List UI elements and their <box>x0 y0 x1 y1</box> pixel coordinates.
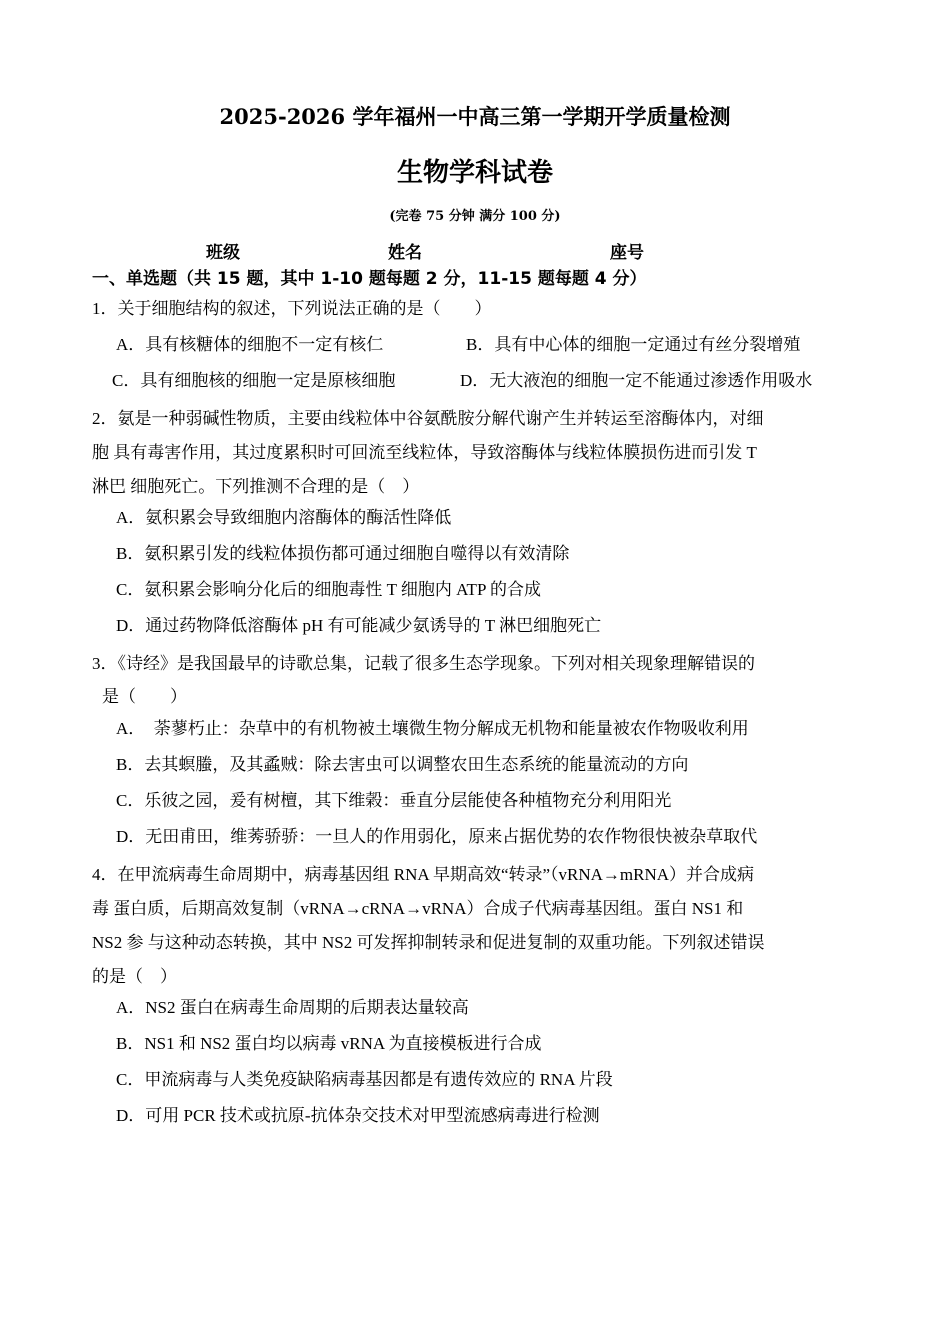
exam-title: 2025-2026 学年福州一中高三第一学期开学质量检测 <box>219 104 731 129</box>
question-4-option-b: B．NS1 和 NS2 蛋白均以病毒 vRNA 为直接模板进行合成 <box>116 1034 542 1053</box>
class-label: 班级 <box>206 243 240 263</box>
question-3-stem-line-1: 3．《诗经》是我国最早的诗歌总集，记载了很多生态学现象。下列对相关现象理解错误的 <box>92 654 755 673</box>
question-1-stem: 1．关于细胞结构的叙述，下列说法正确的是（ ） <box>92 299 492 318</box>
seat-label: 座号 <box>610 243 644 263</box>
question-1-option-c: C．具有细胞核的细胞一定是原核细胞 <box>112 371 396 390</box>
question-2-option-d: D．通过药物降低溶酶体 pH 有可能减少氨诱导的 T 淋巴细胞死亡 <box>116 616 602 635</box>
question-3-option-b: B．去其螟螣，及其蟊贼：除去害虫可以调整农田生态系统的能量流动的方向 <box>116 755 689 774</box>
question-4-option-c: C．甲流病毒与人类免疫缺陷病毒基因都是有遗传效应的 RNA 片段 <box>116 1070 613 1089</box>
question-1-option-d: D．无大液泡的细胞一定不能通过渗透作用吸水 <box>460 371 813 390</box>
question-2-option-b: B．氨积累引发的线粒体损伤都可通过细胞自噬得以有效清除 <box>116 544 570 563</box>
question-2-option-c: C．氨积累会影响分化后的细胞毒性 T 细胞内 ATP 的合成 <box>116 580 542 599</box>
question-4-option-a: A．NS2 蛋白在病毒生命周期的后期表达量较高 <box>116 998 469 1017</box>
question-4-stem-line-4: 的是（ ） <box>92 967 177 986</box>
name-label: 姓名 <box>388 243 422 263</box>
question-2-stem-line-1: 2．氨是一种弱碱性物质，主要由线粒体中谷氨酰胺分解代谢产生并转运至溶酶体内，对细 <box>92 409 764 428</box>
question-4-option-d: D．可用 PCR 技术或抗原-抗体杂交技术对甲型流感病毒进行检测 <box>116 1106 600 1125</box>
section-heading: 一、单选题（共 15 题，其中 1-10 题每题 2 分，11-15 题每题 4 分） <box>92 269 647 289</box>
question-3-option-d: D．无田甫田，维莠骄骄：一旦人的作用弱化，原来占据优势的农作物很快被杂草取代 <box>116 827 758 846</box>
question-1-option-b: B．具有中心体的细胞一定通过有丝分裂增殖 <box>466 335 801 354</box>
question-3-option-c: C．乐彼之园，爰有树檀，其下维榖：垂直分层能使各种植物充分利用阳光 <box>116 791 672 810</box>
question-4-stem-line-3: NS2 参 与这种动态转换，其中 NS2 可发挥抑制转录和促进复制的双重功能。下列叙述错误 <box>92 933 765 952</box>
question-3-option-a: A． 荼蓼朽止：杂草中的有机物被土壤微生物分解成无机物和能量被农作物吸收利用 <box>116 719 749 738</box>
question-4-stem-line-1: 4．在甲流病毒生命周期中，病毒基因组 RNA 早期高效“转录”（vRNA→mRNA）并合成病 <box>92 865 755 884</box>
question-2-stem-line-3: 淋巴 细胞死亡。下列推测不合理的是（ ） <box>92 477 420 496</box>
question-3-stem-line-2: 是（ ） <box>102 687 187 706</box>
question-2-option-a: A．氨积累会导致细胞内溶酶体的酶活性降低 <box>116 508 452 527</box>
exam-info: (完卷 75 分钟 满分 100 分) <box>389 209 561 224</box>
question-1-option-a: A．具有核糖体的细胞不一定有核仁 <box>116 335 384 354</box>
question-4-stem-line-2: 毒 蛋白质，后期高效复制（vRNA→cRNA→vRNA）合成子代病毒基因组。蛋白 NS1 和 <box>92 899 744 918</box>
subject-title: 生物学科试卷 <box>396 158 553 188</box>
question-2-stem-line-2: 胞 具有毒害作用，其过度累积时可回流至线粒体，导致溶酶体与线粒体膜损伤进而引发 T <box>92 443 757 462</box>
